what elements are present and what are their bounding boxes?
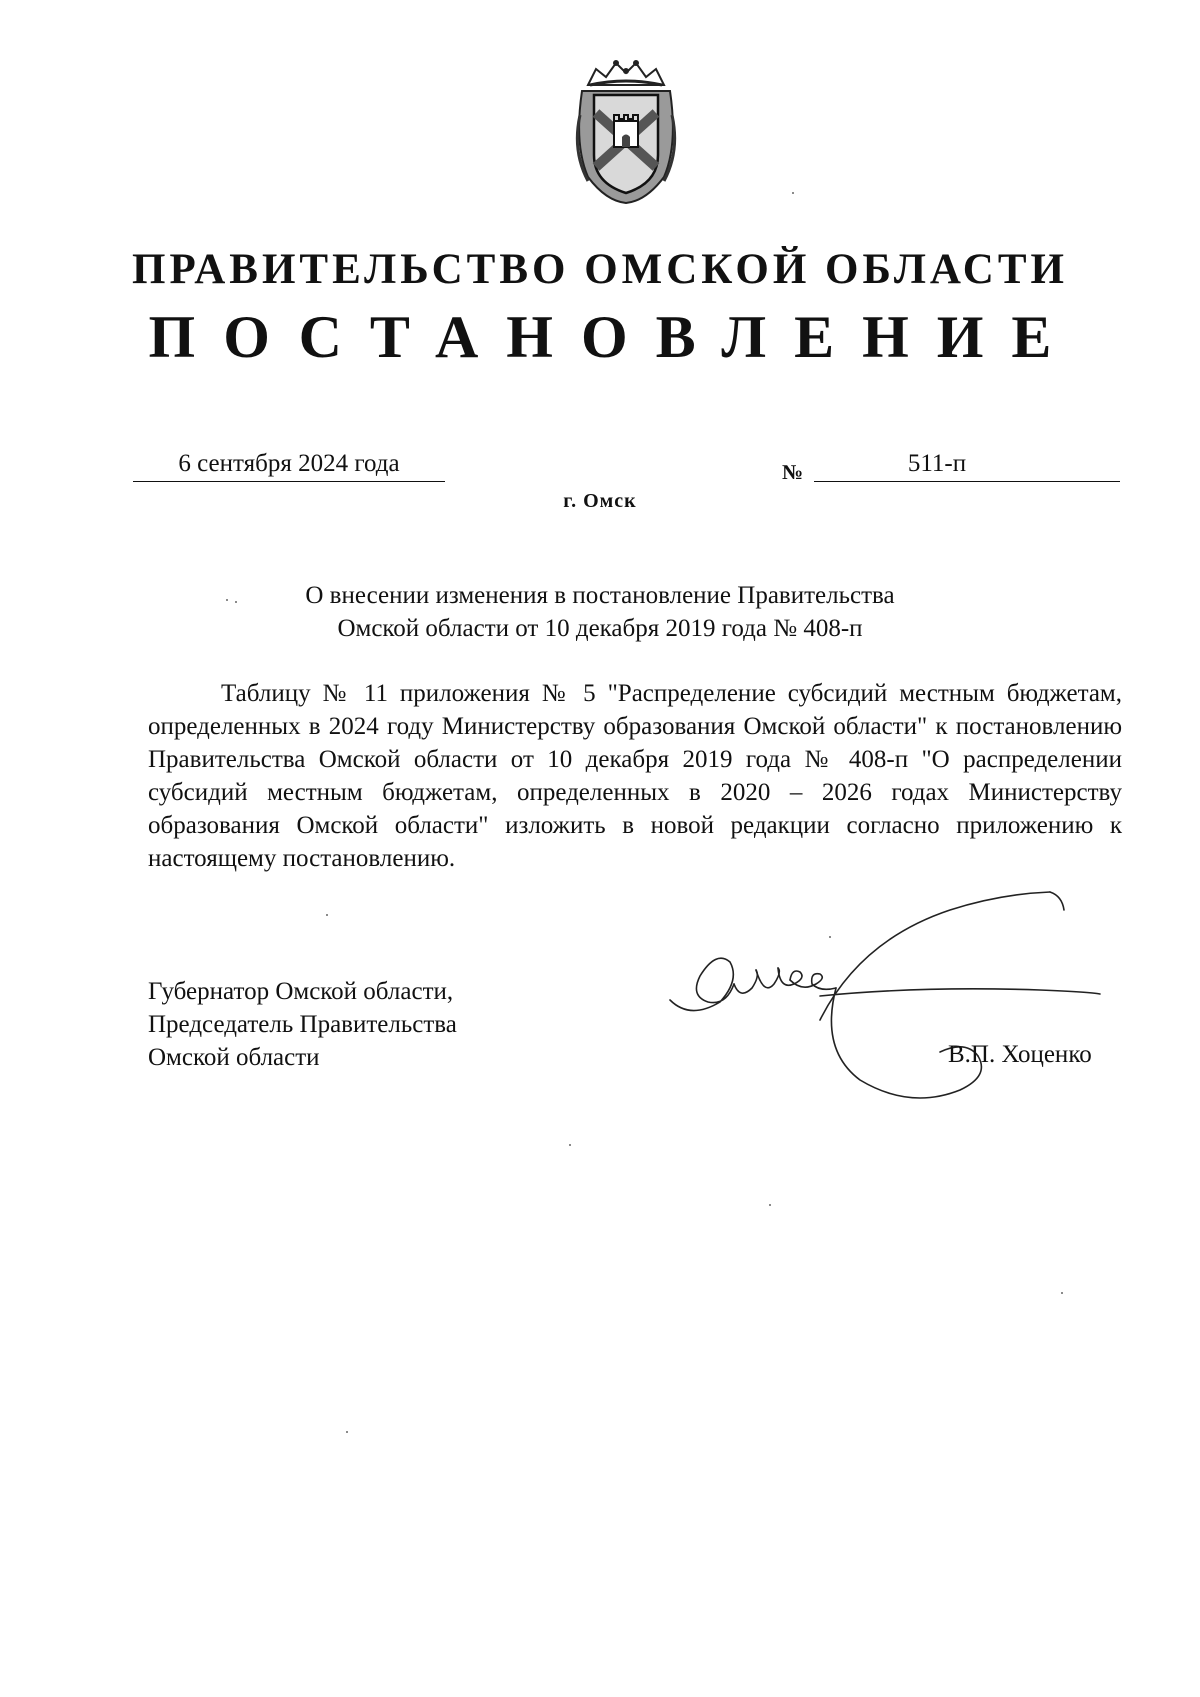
coat-of-arms-icon <box>566 55 686 205</box>
date-value: 6 сентября 2024 года <box>178 450 400 477</box>
document-subject <box>200 579 1000 645</box>
subject-line-2: Омской области от 10 декабря 2019 года № 408-п <box>337 615 863 642</box>
handwritten-signature <box>660 880 1130 1110</box>
organization-title: ПРАВИТЕЛЬСТВО ОМСКОЙ ОБЛАСТИ <box>132 246 1068 293</box>
signer-position <box>148 975 457 1074</box>
subject-line-1: О внесении изменения в постановление Правительства <box>305 582 895 609</box>
body-paragraph: Таблицу № 11 приложения № 5 "Распределение субсидий местным бюджетам, определенных в 2024 году Министерству образования Омской области" к постановлению Правительства Омской области от 10 декабря 2019 года № 408-п "О распределении субсидий местным бюджетам, определенных в 2020 – 2026 годах Министерству образования Омской области" изложить в новой редакции согласно приложению к настоящему постановлению. <box>148 680 1122 872</box>
document-number <box>814 447 1120 482</box>
signer-name: В.П. Хоценко <box>948 1041 1092 1068</box>
document-type-heading: ПОСТАНОВЛЕНИЕ <box>148 304 1080 370</box>
signer-position-line-3: Омской области <box>148 1044 320 1071</box>
document-date <box>133 447 445 482</box>
city-label: г. Омск <box>563 490 637 512</box>
signer-position-line-1: Губернатор Омской области, <box>148 978 454 1005</box>
signer-position-line-2: Председатель Правительства <box>148 1011 457 1038</box>
number-sign: № <box>782 460 804 484</box>
number-value: 511-п <box>907 450 967 477</box>
